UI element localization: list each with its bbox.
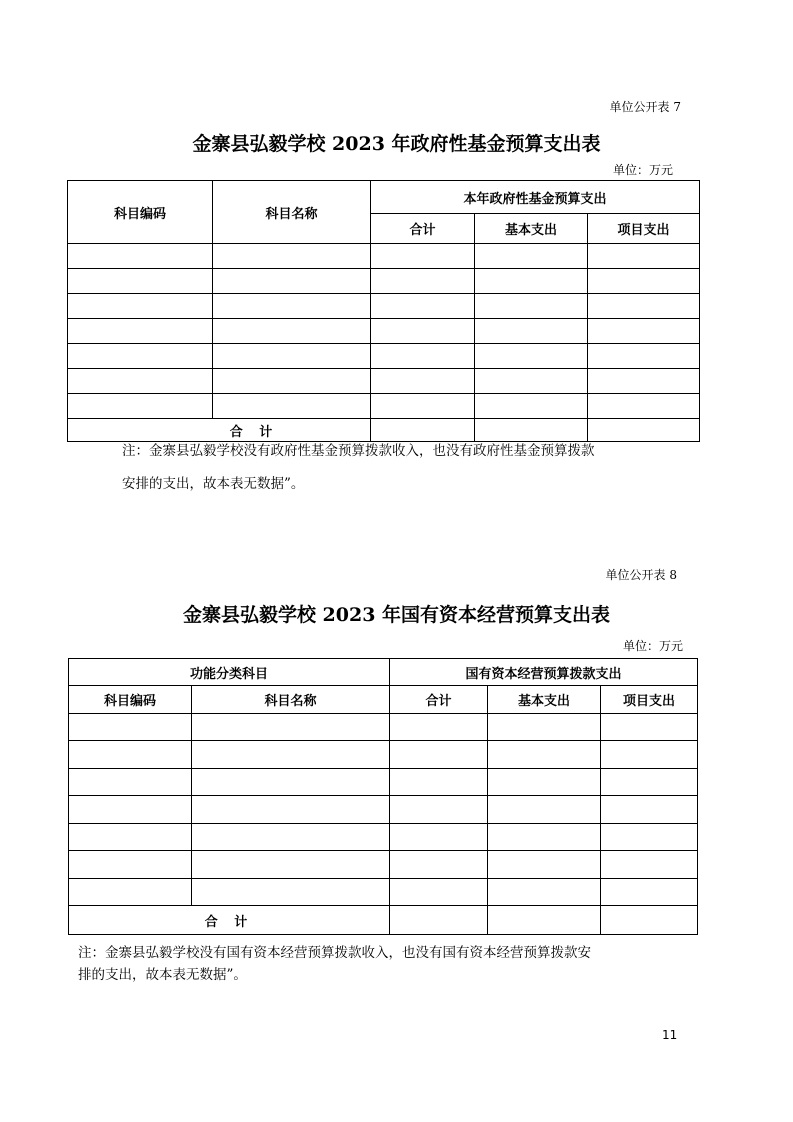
table8-header-func-group: 功能分类科目 (69, 659, 390, 686)
table8 (68, 658, 698, 935)
table-row (68, 344, 700, 369)
table-row (69, 768, 698, 795)
table-row (68, 319, 700, 344)
table-row (69, 878, 698, 905)
table8-header-basic: 基本支出 (488, 686, 601, 713)
table-row (68, 369, 700, 394)
table7-header-basic: 基本支出 (475, 214, 588, 244)
table8-header-total: 合计 (390, 686, 488, 713)
table8-note-line1: 注：金寨县弘毅学校没有国有资本经营预算拨款收入，也没有国有资本经营预算拨款安 (78, 945, 591, 961)
table-row (68, 394, 700, 419)
table8-header-name: 科目名称 (192, 686, 390, 713)
table8-header-capital-group: 国有资本经营预算拨款支出 (390, 659, 698, 686)
table7-title: 金寨县弘毅学校 2023 年政府性基金预算支出表 (192, 133, 601, 155)
table-row (68, 244, 700, 269)
table7-note-line1: 注：金寨县弘毅学校没有政府性基金预算拨款收入，也没有政府性基金预算拨款 (122, 443, 595, 459)
table7-header-project: 项目支出 (588, 214, 700, 244)
table-row (68, 269, 700, 294)
table7-total-label: 合 计 (68, 419, 371, 442)
table-row (69, 741, 698, 768)
table-row (68, 294, 700, 319)
table7 (67, 180, 700, 442)
table7-header-code: 科目编码 (68, 181, 213, 244)
table8-title: 金寨县弘毅学校 2023 年国有资本经营预算支出表 (182, 604, 611, 626)
table8-note-line2: 排的支出，故本表无数据”。 (78, 967, 247, 983)
table8-unit: 单位：万元 (622, 639, 683, 653)
table-row (69, 713, 698, 740)
table7-tag: 单位公开表 7 (609, 100, 681, 114)
table8-total-label: 合 计 (69, 906, 390, 935)
table-row (69, 823, 698, 850)
table7-note-line2: 安排的支出，故本表无数据”。 (122, 476, 305, 492)
table7-header-name: 科目名称 (213, 181, 371, 244)
table7-header-group: 本年政府性基金预算支出 (371, 181, 700, 214)
table8-tag: 单位公开表 8 (605, 568, 677, 582)
table8-header-project: 项目支出 (601, 686, 698, 713)
table8-header-code: 科目编码 (69, 686, 192, 713)
page-number: 11 (662, 1028, 678, 1042)
table-row (69, 796, 698, 823)
table7-unit: 单位：万元 (612, 163, 673, 177)
table-row (69, 851, 698, 878)
table7-header-total: 合计 (371, 214, 475, 244)
